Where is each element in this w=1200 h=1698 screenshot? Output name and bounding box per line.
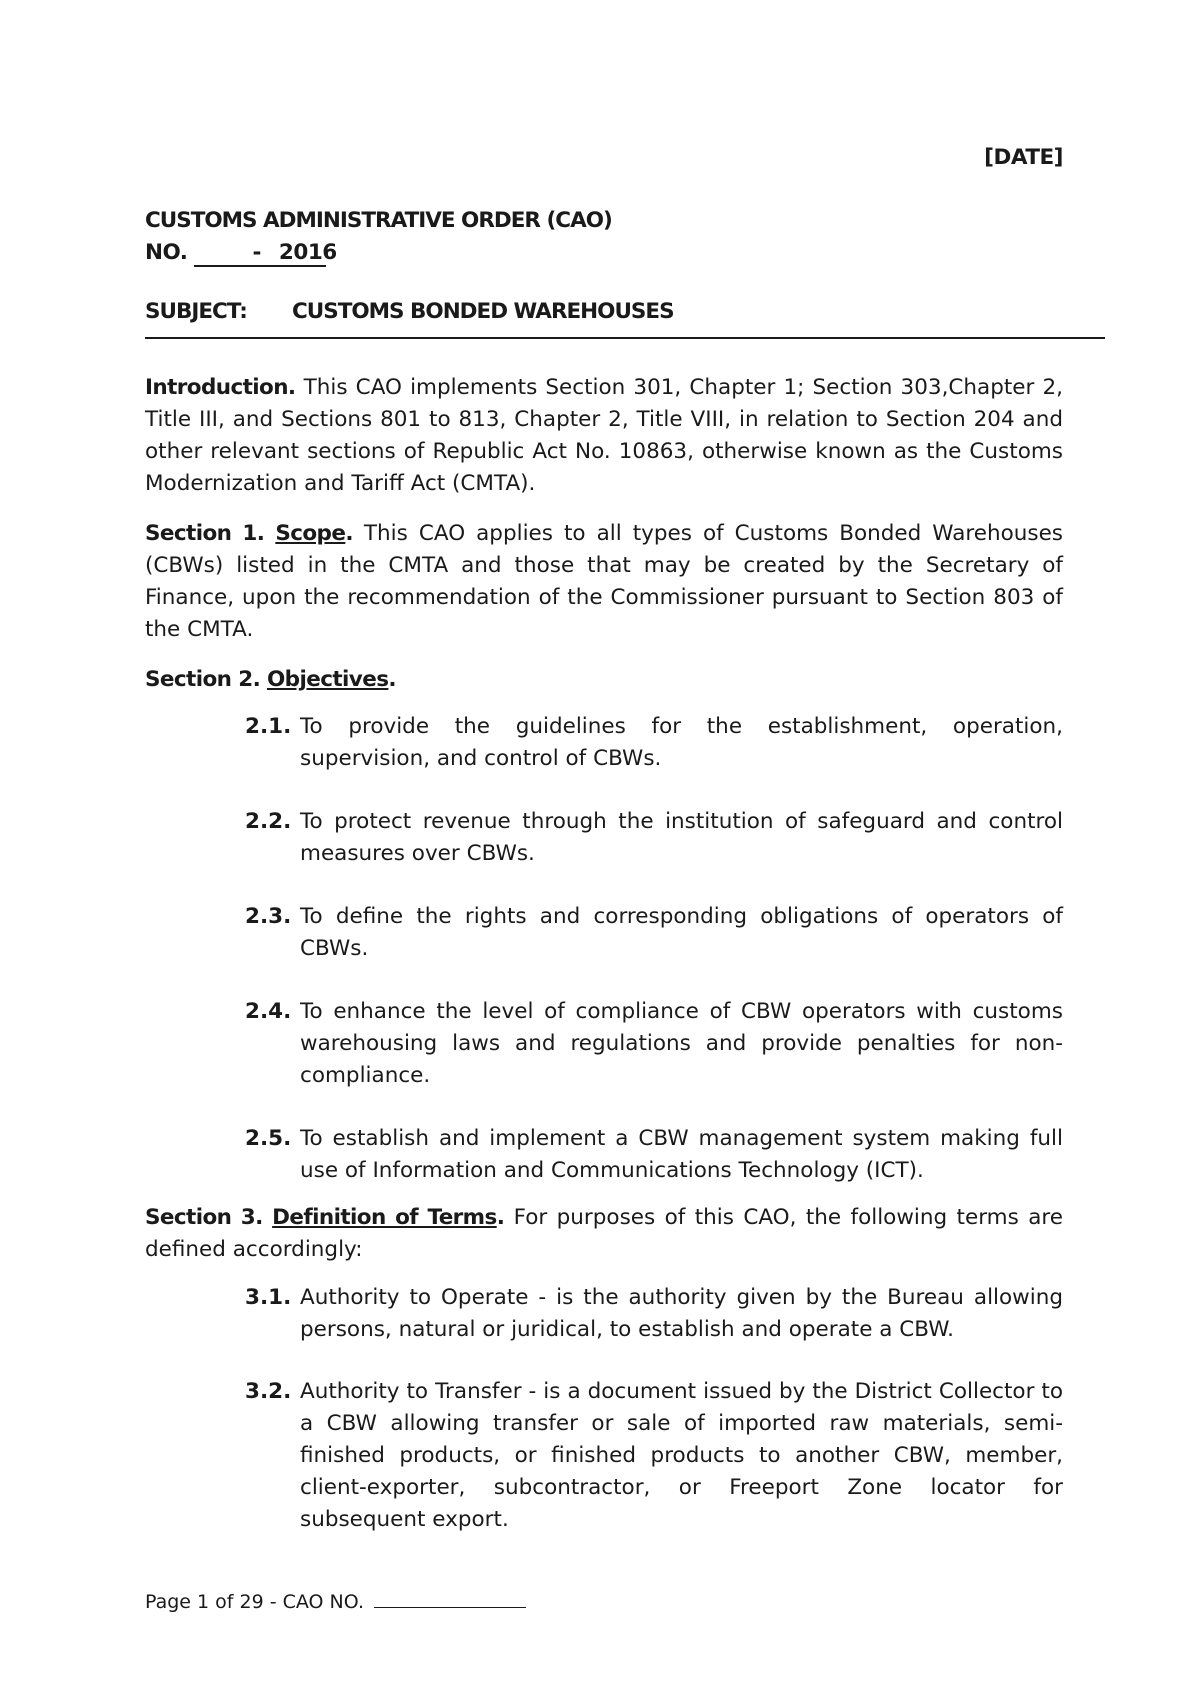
cao-title: CUSTOMS ADMINISTRATIVE ORDER (CAO): [145, 208, 612, 233]
item-number: 2.2.: [245, 809, 292, 834]
item-number: 2.4.: [245, 999, 292, 1024]
section-1-text: This CAO applies to all types of Customs Bonded Warehouses (CBWs) listed in the CMTA and those that may be created by the Secretary of Finance, upon the recommendation of the Commissioner pursuant to Section 803 of the CMTA.: [145, 521, 1063, 642]
introduction-heading: Introduction.: [145, 375, 296, 400]
section-1-label: Section 1.: [145, 521, 265, 546]
item-text: To define the rights and corresponding obligations of operators of CBWs.: [300, 904, 1063, 961]
objective-item-2-4: [145, 996, 1063, 1092]
section-3-paragraph: Section 3. Definition of Terms. For purposes of this CAO, the following terms are defined accordingly:: [145, 1205, 1063, 1262]
footer-text: Page 1 of 29 - CAO NO.: [145, 1591, 364, 1613]
item-number: 2.5.: [245, 1126, 292, 1151]
item-text: Authority to Transfer - is a document issued by the District Collector to a CBW allowing transfer or sale of imported raw materials, semi-finished products, or finished products to another CBW, member, client-exporter, subcontractor, or Freeport Zone locator for subsequent export.: [300, 1379, 1063, 1532]
item-number: 3.2.: [245, 1379, 292, 1404]
definition-item-3-1: [145, 1282, 1063, 1346]
section-3-label: Section 3.: [145, 1205, 263, 1230]
cao-number-label: NO.: [145, 240, 188, 265]
item-number: 2.1.: [245, 714, 292, 739]
item-text: To protect revenue through the institution of safeguard and control measures over CBWs.: [300, 809, 1063, 866]
section-2-heading: Section 2. Objectives.: [145, 667, 396, 692]
page-footer: [145, 1588, 526, 1616]
section-1-paragraph: Section 1. Scope. This CAO applies to all types of Customs Bonded Warehouses (CBWs) listed in the CMTA and those that may be created by the Secretary of Finance, upon the recommendation of the Commissioner pursuant to Section 803 of the CMTA.: [145, 521, 1063, 642]
objective-item-2-3: [145, 901, 1063, 965]
item-number: 3.1.: [245, 1285, 292, 1310]
section-3-text: For purposes of this CAO, the following terms are defined accordingly:: [145, 1205, 1063, 1262]
subject-line: [145, 296, 1105, 328]
item-text: Authority to Operate - is the authority given by the Bureau allowing persons, natural or juridical, to establish and operate a CBW.: [300, 1285, 1063, 1342]
subject-value: CUSTOMS BONDED WAREHOUSES: [292, 299, 674, 324]
subject-label: SUBJECT:: [145, 299, 247, 324]
cao-number-blank: [194, 240, 337, 267]
section-2-label: Section 2.: [145, 667, 261, 692]
cao-number: [145, 237, 337, 269]
introduction-paragraph: [145, 372, 1063, 500]
objective-item-2-1: [145, 711, 1063, 775]
objective-item-2-2: [145, 806, 1063, 870]
item-text: To establish and implement a CBW management system making full use of Information and Communications Technology (ICT).: [300, 1126, 1063, 1183]
item-number: 2.3.: [245, 904, 292, 929]
date-placeholder: [DATE]: [984, 145, 1063, 170]
introduction-text: This CAO implements Section 301, Chapter 1; Section 303,Chapter 2, Title III, and Sections 801 to 813, Chapter 2, Title VIII, in relation to Section 204 and other relevant sections of Republic Act No. 10863, otherwise known as the Customs Modernization and Tariff Act (CMTA).: [145, 375, 1063, 496]
section-3-title: Definition of Terms: [272, 1205, 497, 1230]
item-text: To provide the guidelines for the establishment, operation, supervision, and control of CBWs.: [300, 714, 1063, 771]
section-2-title: Objectives: [267, 667, 389, 692]
section-1-title: Scope: [275, 521, 346, 546]
cao-number-dash: -: [252, 240, 261, 265]
definition-item-3-2: [145, 1376, 1063, 1536]
item-text: To enhance the level of compliance of CBW operators with customs warehousing laws and regulations and provide penalties for non-compliance.: [300, 999, 1063, 1088]
footer-cao-number-blank: [374, 1589, 526, 1608]
cao-number-year: 2016: [278, 240, 337, 265]
objective-item-2-5: [145, 1123, 1063, 1187]
header-divider: [145, 337, 1105, 339]
